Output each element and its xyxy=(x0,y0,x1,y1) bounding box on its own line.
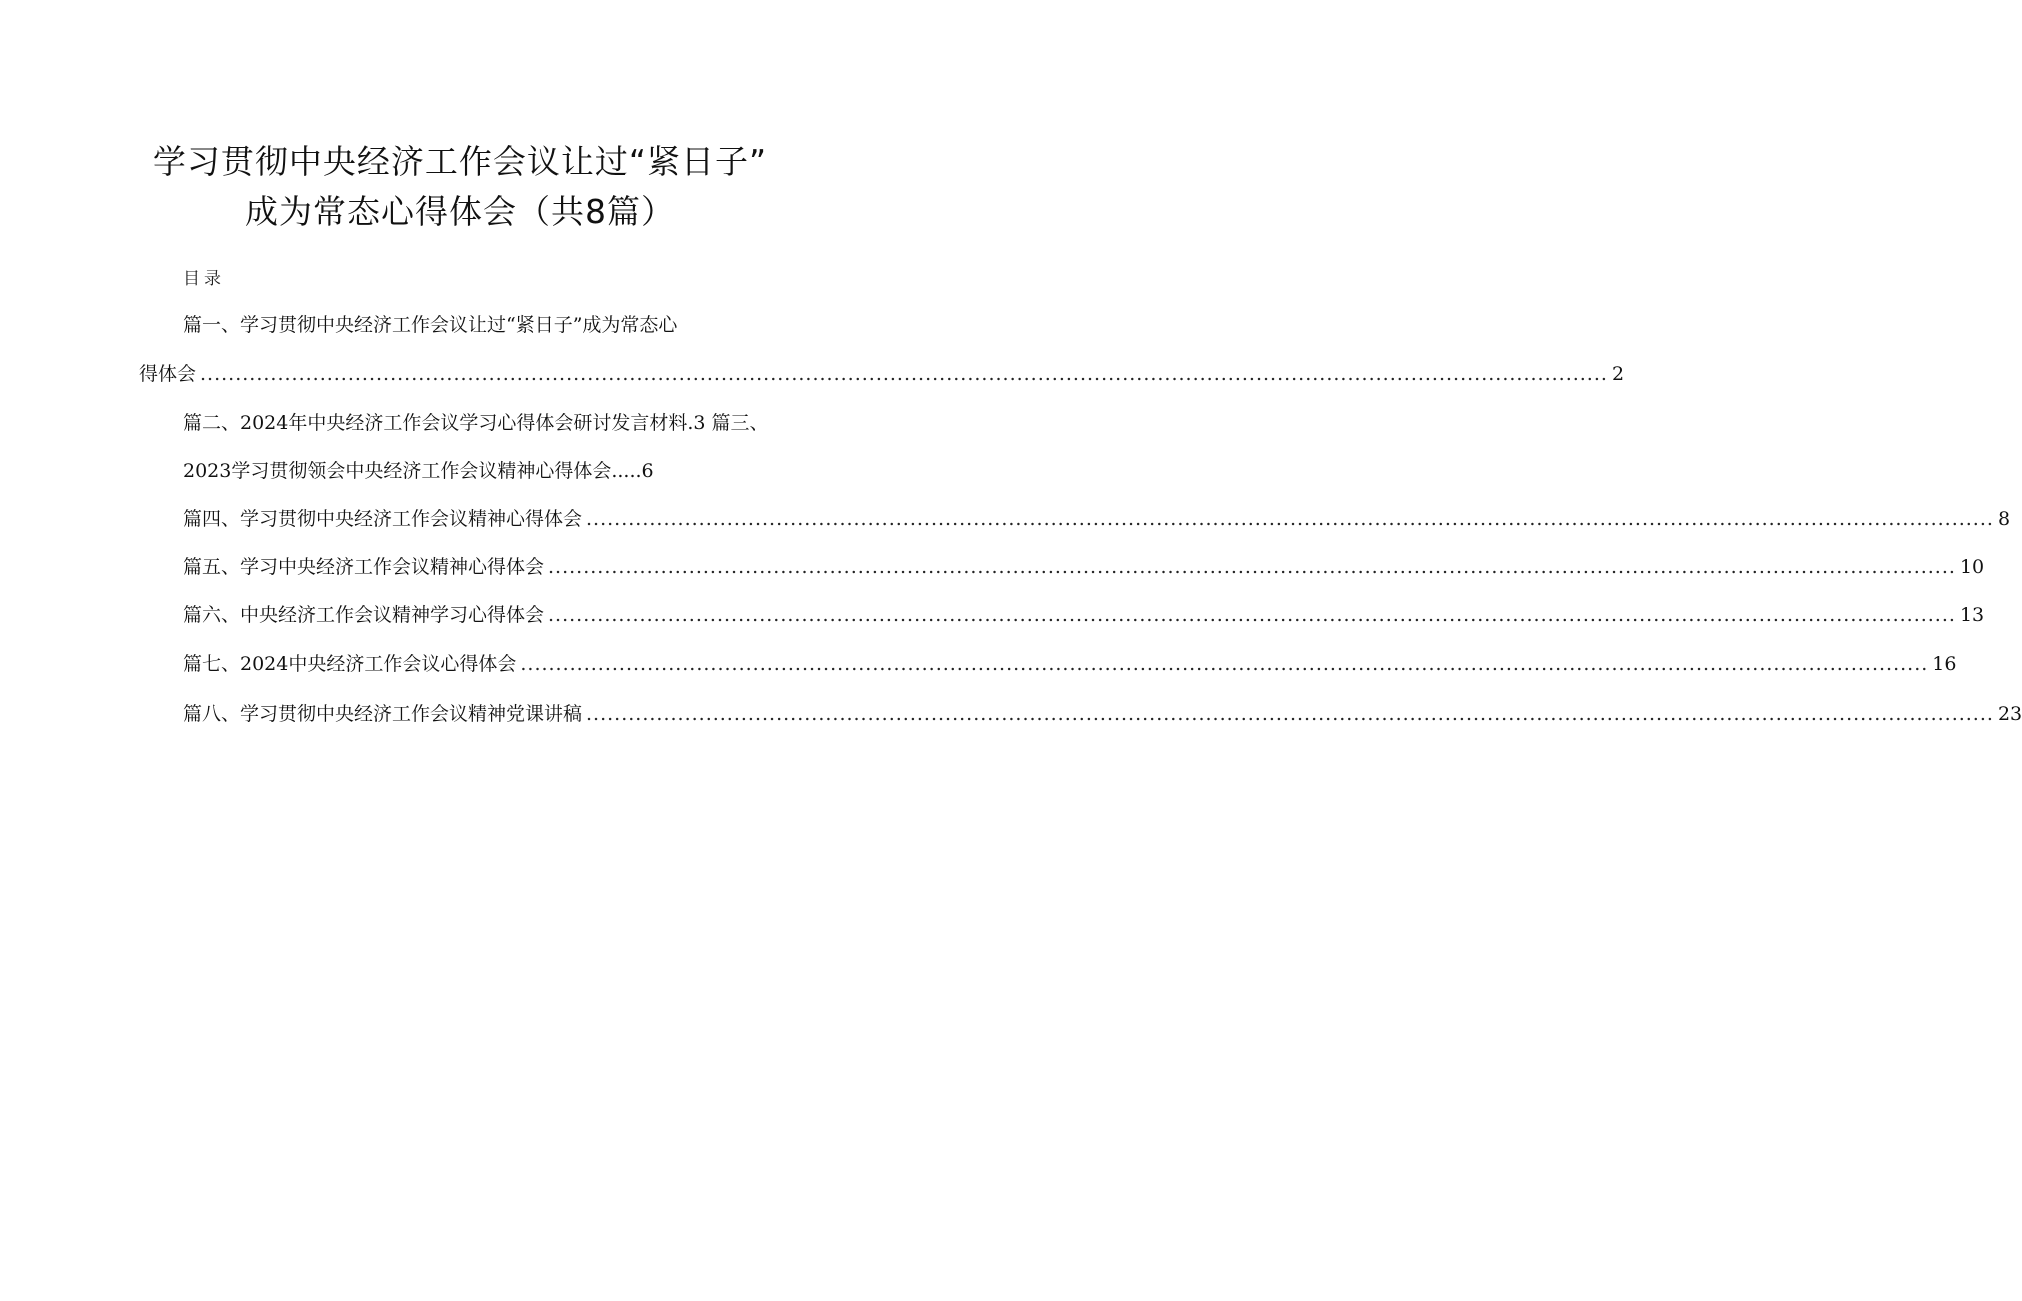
toc-item-7-text: 篇七、2024中央经济工作会议心得体会 xyxy=(183,653,517,675)
toc-item-1-page: 2 xyxy=(1611,363,1625,385)
document-title-line-2: 成为常态心得体会（共8篇） xyxy=(245,192,675,231)
toc-item-3-line[interactable]: 2023学习贯彻领会中央经济工作会议精神心得体会.....6 xyxy=(183,460,654,482)
toc-item-4-page: 8 xyxy=(1997,508,2011,530)
toc-item-6-text: 篇六、中央经济工作会议精神学习心得体会 xyxy=(183,604,545,626)
toc-item-1-line-1[interactable]: 篇一、学习贯彻中央经济工作会议让过“紧日子”成为常态心 xyxy=(183,314,678,336)
toc-item-8-text: 篇八、学习贯彻中央经济工作会议精神党课讲稿 xyxy=(183,703,583,725)
dot-leader: ........................................................................................................................................................................................................ xyxy=(548,604,1956,626)
toc-item-1-line-2[interactable] xyxy=(139,360,1625,388)
dot-leader: ........................................................................................................................................................................................................ xyxy=(520,653,1929,675)
toc-item-2-line[interactable]: 篇二、2024年中央经济工作会议学习心得体会研讨发言材料.3 篇三、 xyxy=(183,412,769,434)
toc-item-1-text: 得体会 xyxy=(139,363,197,385)
toc-item-6-page: 13 xyxy=(1959,604,1985,626)
toc-item-4-text: 篇四、学习贯彻中央经济工作会议精神心得体会 xyxy=(183,508,583,530)
toc-item-8[interactable] xyxy=(183,700,2022,728)
toc-item-5-text: 篇五、学习中央经济工作会议精神心得体会 xyxy=(183,556,545,578)
dot-leader: ........................................................................................................................................................................................................ xyxy=(548,556,1956,578)
toc-item-4[interactable] xyxy=(183,505,2011,533)
toc-item-7-page: 16 xyxy=(1932,653,1957,675)
dot-leader: ........................................................................................................................................................................................................ xyxy=(200,363,1608,385)
toc-item-6[interactable] xyxy=(183,601,1985,629)
toc-item-5[interactable] xyxy=(183,553,1985,581)
document-title-line-1: 学习贯彻中央经济工作会议让过“紧日子” xyxy=(152,142,768,181)
toc-item-5-page: 10 xyxy=(1959,556,1985,578)
dot-leader: ........................................................................................................................................................................................................ xyxy=(586,703,1994,725)
toc-item-8-page: 23 xyxy=(1997,703,2022,725)
dot-leader: ........................................................................................................................................................................................................ xyxy=(586,508,1994,530)
toc-item-7[interactable] xyxy=(183,650,1957,678)
toc-heading: 目录 xyxy=(183,269,225,289)
